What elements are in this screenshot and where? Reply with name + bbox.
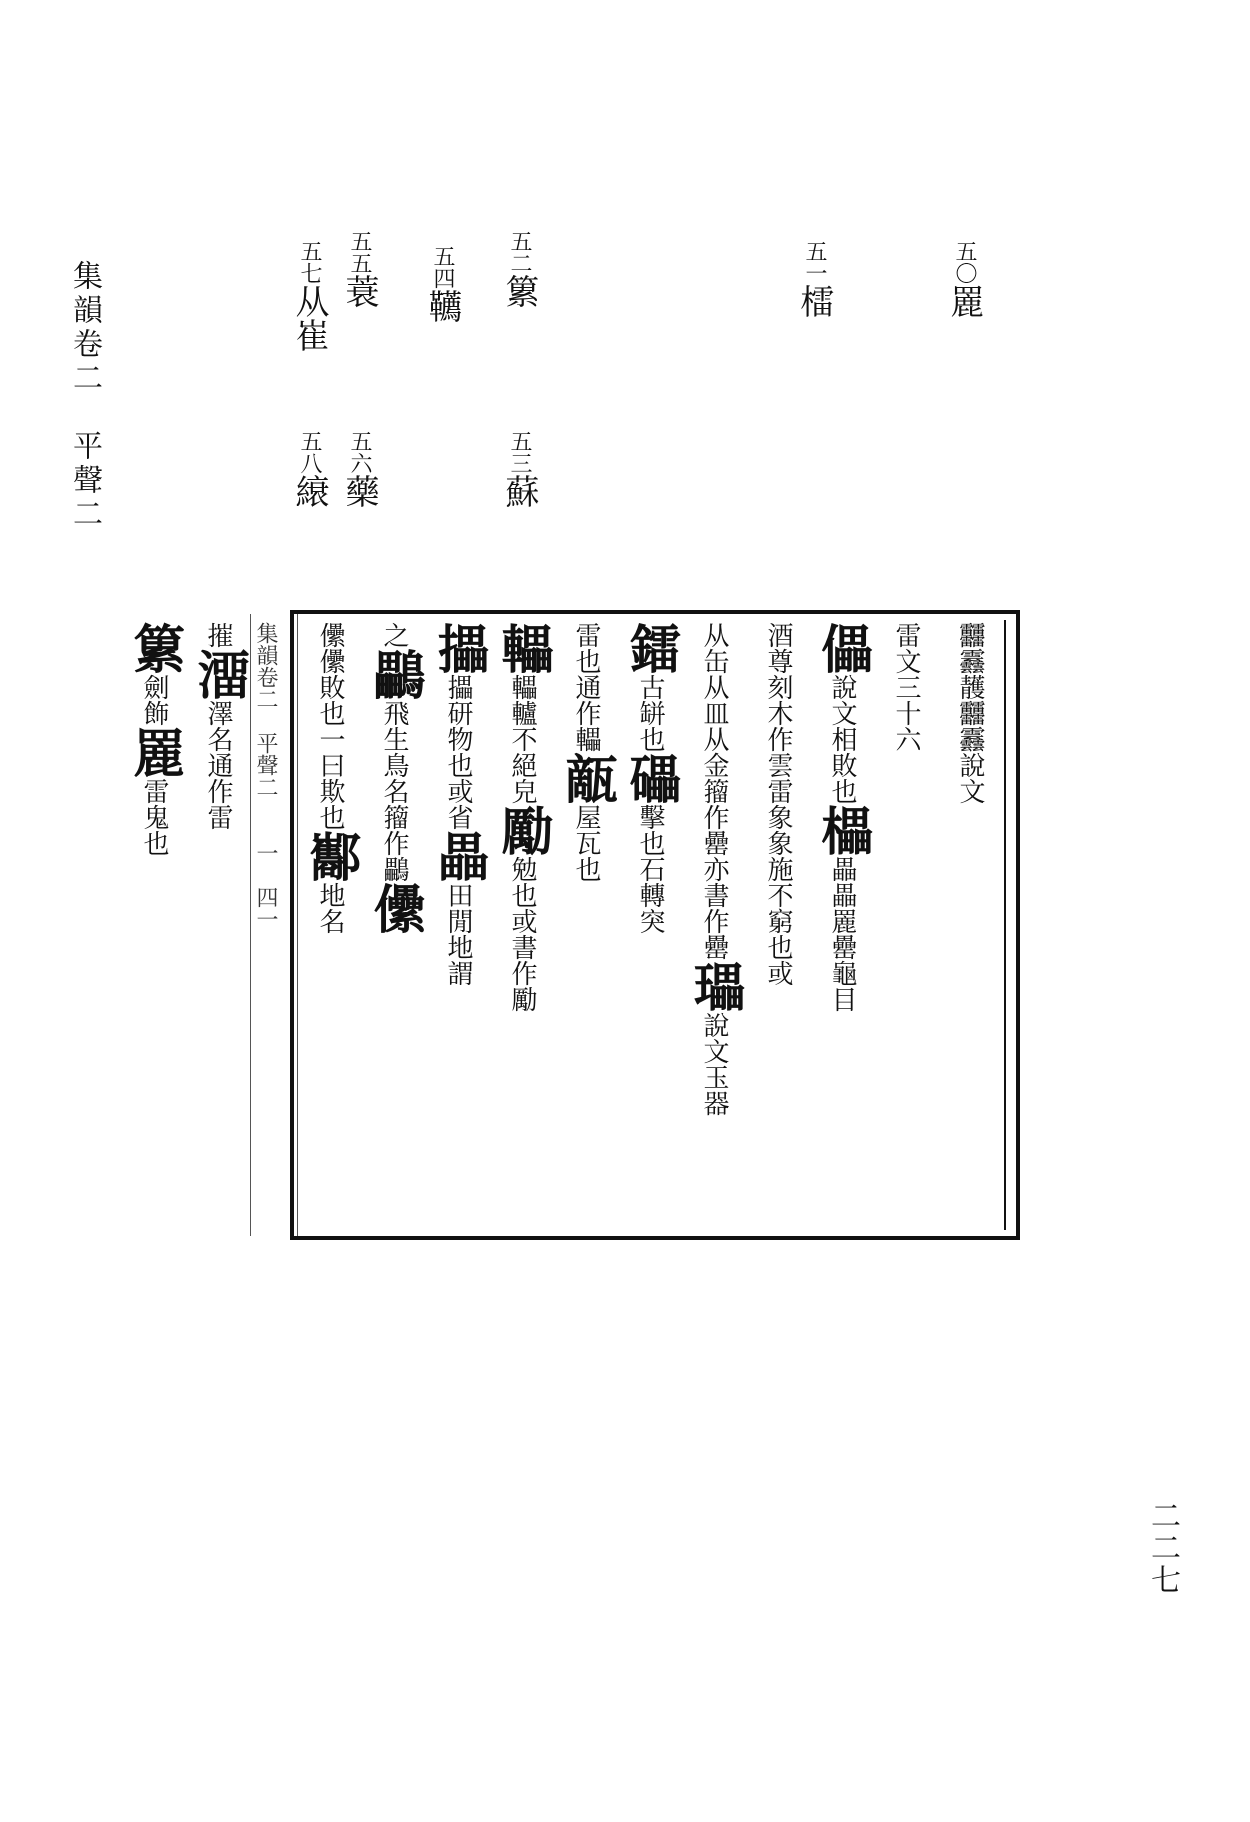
collation-note [335,430,384,508]
gloss-text: 之 [379,622,409,648]
text-column [362,614,426,1236]
head-character: 澑 [188,648,249,700]
head-character: 甋 [556,752,617,804]
collation-note [285,240,334,352]
gloss-text: 說文相敗也 [827,674,857,804]
gloss-text: 古缾也 [635,674,665,752]
page-number: 二二七 [1145,1500,1180,1596]
note-text: 䍡 [944,284,984,318]
gloss-text: 飛生鳥名籀作鸓 [379,700,409,882]
head-character: 礧 [620,752,681,804]
text-column [298,614,362,1236]
gloss-text: 雷也通作轠 [571,622,601,752]
note-text: 韉 [422,289,462,323]
text-column [554,614,618,1236]
gloss-text: 擊也石轉突 [635,804,665,934]
plate-frame-label: 集韻卷二 平聲二 一 四一 [250,614,298,1236]
gloss-text: 澤名通作雷 [203,700,233,830]
note-number: 五五 [347,230,372,274]
gloss-text: 轠轤不絕皃 [507,674,537,804]
gloss-text: 䨻䨺䨼䨻䨺說文 [955,622,985,804]
note-number: 五七 [297,240,322,284]
collation-note [418,245,467,323]
head-character: 鸓 [364,648,425,700]
note-text: 縗 [289,474,329,508]
gloss-text: 雷文三十六 [891,622,921,752]
head-character: 酅 [300,830,361,882]
gloss-text: 屋瓦也 [571,804,601,882]
head-character: 勵 [492,804,553,856]
gloss-text: 劍飾 [139,674,169,726]
note-text: 䉂 [499,274,539,308]
collation-note [335,230,384,308]
gloss-text: 說文玉器 [699,1012,729,1116]
gloss-text: 田閒地謂 [443,882,473,986]
note-text: 檑 [794,284,834,318]
gloss-text: 雷鬼也 [139,778,169,856]
gloss-text: 摧 [203,622,233,648]
collation-note [285,430,334,508]
note-number: 五一 [802,240,827,284]
printed-plate [124,610,1020,1240]
note-number: 五六 [347,430,372,474]
collation-note [495,430,544,508]
collation-note [940,240,989,318]
gloss-text: 从缶从皿从金籀作罍亦書作罍 [699,622,729,960]
note-text: 蓑 [339,274,379,308]
note-text: 藥 [339,474,379,508]
running-head: 集韻卷二 平聲二 [67,260,102,532]
head-character: 儡 [812,622,873,674]
text-column [122,614,186,1236]
text-column [874,614,938,1236]
head-character: 鐳 [620,622,681,674]
note-number: 五四 [430,245,455,289]
text-column [682,614,746,1236]
text-column [938,614,1002,1236]
head-character: 瓃 [684,960,745,1012]
gloss-text: 酒尊刻木作雲雷象象施不窮也或 [763,622,793,986]
head-character: 轠 [492,622,553,674]
head-character: 儽 [364,882,425,934]
gloss-text: 儽儽敗也一曰欺也 [315,622,345,830]
gloss-text: 攂研物也或省 [443,674,473,830]
gloss-text: 畾畾䍡罍龜目 [827,856,857,1012]
note-number: 五〇 [952,240,977,284]
text-column [618,614,682,1236]
collation-note [790,240,839,318]
text-column [426,614,490,1236]
text-column [746,614,810,1236]
head-character: 攂 [428,622,489,674]
head-character: 䍡 [124,726,185,778]
note-text: 蘇 [499,474,539,508]
head-character: 櫑 [812,804,873,856]
head-character: 畾 [428,830,489,882]
text-column [810,614,874,1236]
note-number: 五二 [507,230,532,274]
note-number: 五三 [507,430,532,474]
note-text: 从崔 [289,284,329,352]
gloss-text: 地名 [315,882,345,934]
text-column [490,614,554,1236]
head-character: 䉂 [124,622,185,674]
gloss-text: 勉也或書作勵 [507,856,537,1012]
collation-note [495,230,544,308]
note-number: 五八 [297,430,322,474]
